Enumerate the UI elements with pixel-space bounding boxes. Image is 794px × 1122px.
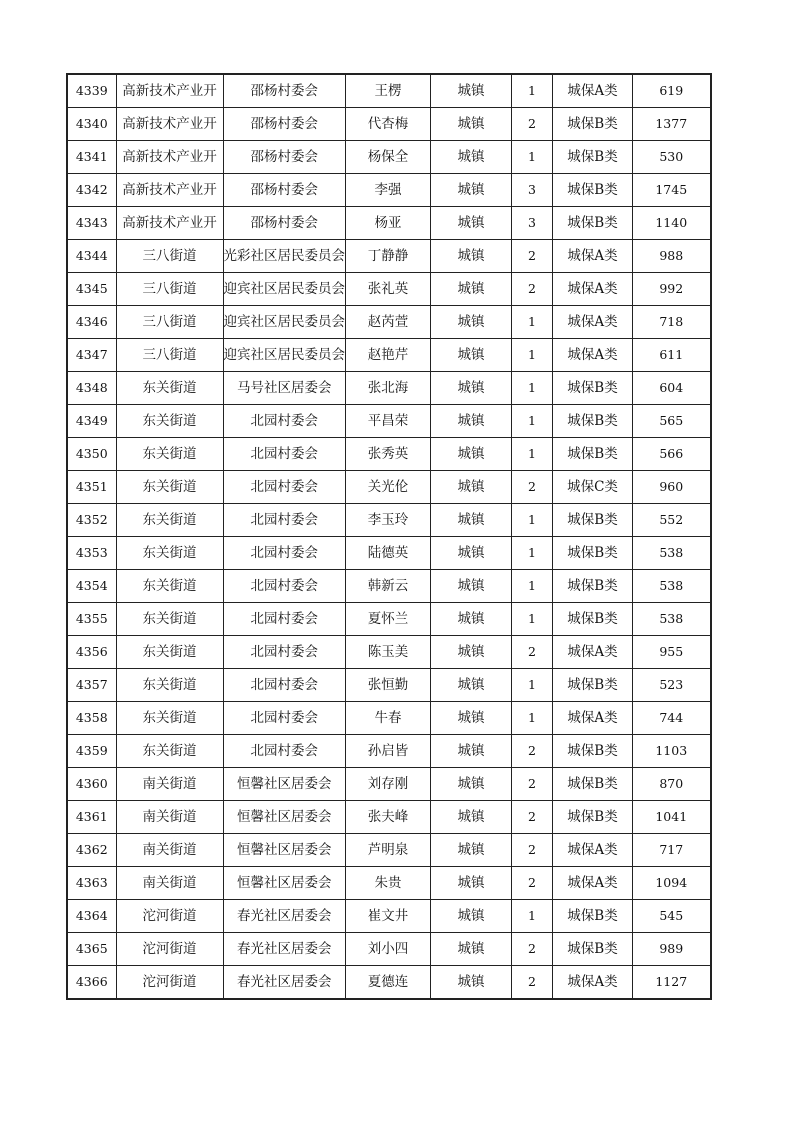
cell-id: 4361	[67, 801, 116, 834]
cell-area: 城镇	[431, 240, 512, 273]
cell-count: 2	[512, 636, 553, 669]
cell-committee: 恒馨社区居委会	[223, 867, 346, 900]
cell-count: 2	[512, 273, 553, 306]
cell-name: 代杏梅	[346, 108, 431, 141]
cell-area: 城镇	[431, 768, 512, 801]
cell-count: 1	[512, 570, 553, 603]
table-row	[67, 438, 711, 471]
cell-committee: 春光社区居委会	[223, 966, 346, 1000]
cell-street: 高新技术产业开	[116, 207, 223, 240]
cell-committee: 北园村委会	[223, 603, 346, 636]
cell-name: 夏怀兰	[346, 603, 431, 636]
cell-category: 城保A类	[553, 702, 633, 735]
cell-count: 1	[512, 669, 553, 702]
cell-area: 城镇	[431, 801, 512, 834]
cell-id: 4363	[67, 867, 116, 900]
cell-id: 4342	[67, 174, 116, 207]
cell-id: 4341	[67, 141, 116, 174]
cell-count: 1	[512, 141, 553, 174]
cell-committee: 邵杨村委会	[223, 141, 346, 174]
cell-committee: 北园村委会	[223, 570, 346, 603]
cell-amount: 1377	[633, 108, 711, 141]
cell-category: 城保B类	[553, 372, 633, 405]
cell-category: 城保A类	[553, 273, 633, 306]
cell-name: 芦明泉	[346, 834, 431, 867]
cell-id: 4339	[67, 74, 116, 108]
cell-name: 刘小四	[346, 933, 431, 966]
cell-count: 1	[512, 537, 553, 570]
cell-id: 4364	[67, 900, 116, 933]
cell-committee: 北园村委会	[223, 438, 346, 471]
cell-amount: 565	[633, 405, 711, 438]
cell-area: 城镇	[431, 74, 512, 108]
cell-name: 王楞	[346, 74, 431, 108]
cell-id: 4356	[67, 636, 116, 669]
cell-id: 4346	[67, 306, 116, 339]
cell-street: 沱河街道	[116, 900, 223, 933]
cell-amount: 1103	[633, 735, 711, 768]
cell-amount: 523	[633, 669, 711, 702]
cell-count: 2	[512, 240, 553, 273]
cell-committee: 北园村委会	[223, 537, 346, 570]
cell-category: 城保B类	[553, 108, 633, 141]
cell-id: 4365	[67, 933, 116, 966]
cell-count: 1	[512, 339, 553, 372]
cell-category: 城保B类	[553, 174, 633, 207]
cell-category: 城保B类	[553, 570, 633, 603]
cell-name: 崔文井	[346, 900, 431, 933]
cell-category: 城保B类	[553, 801, 633, 834]
cell-category: 城保B类	[553, 207, 633, 240]
cell-count: 2	[512, 966, 553, 1000]
cell-count: 2	[512, 471, 553, 504]
cell-committee: 北园村委会	[223, 471, 346, 504]
table-row	[67, 108, 711, 141]
cell-amount: 545	[633, 900, 711, 933]
cell-amount: 960	[633, 471, 711, 504]
cell-street: 东关街道	[116, 570, 223, 603]
cell-committee: 邵杨村委会	[223, 174, 346, 207]
cell-area: 城镇	[431, 174, 512, 207]
cell-street: 东关街道	[116, 603, 223, 636]
cell-street: 高新技术产业开	[116, 174, 223, 207]
cell-name: 平昌荣	[346, 405, 431, 438]
cell-street: 三八街道	[116, 240, 223, 273]
cell-area: 城镇	[431, 306, 512, 339]
cell-committee: 春光社区居委会	[223, 933, 346, 966]
table-row	[67, 570, 711, 603]
cell-category: 城保B类	[553, 405, 633, 438]
cell-count: 1	[512, 504, 553, 537]
table-row	[67, 834, 711, 867]
cell-committee: 北园村委会	[223, 669, 346, 702]
cell-name: 杨亚	[346, 207, 431, 240]
cell-committee: 北园村委会	[223, 636, 346, 669]
table-row	[67, 339, 711, 372]
cell-category: 城保A类	[553, 636, 633, 669]
cell-name: 陆德英	[346, 537, 431, 570]
cell-amount: 1745	[633, 174, 711, 207]
cell-street: 三八街道	[116, 306, 223, 339]
cell-count: 3	[512, 174, 553, 207]
cell-street: 东关街道	[116, 636, 223, 669]
cell-id: 4353	[67, 537, 116, 570]
table-row	[67, 669, 711, 702]
cell-amount: 992	[633, 273, 711, 306]
cell-street: 东关街道	[116, 372, 223, 405]
cell-id: 4366	[67, 966, 116, 1000]
cell-count: 2	[512, 834, 553, 867]
cell-id: 4344	[67, 240, 116, 273]
cell-id: 4349	[67, 405, 116, 438]
cell-category: 城保B类	[553, 603, 633, 636]
cell-street: 三八街道	[116, 273, 223, 306]
cell-street: 高新技术产业开	[116, 108, 223, 141]
table-row	[67, 735, 711, 768]
cell-count: 2	[512, 867, 553, 900]
cell-name: 李玉玲	[346, 504, 431, 537]
cell-name: 陈玉美	[346, 636, 431, 669]
cell-committee: 恒馨社区居委会	[223, 834, 346, 867]
cell-category: 城保A类	[553, 306, 633, 339]
cell-area: 城镇	[431, 405, 512, 438]
table-row	[67, 768, 711, 801]
cell-street: 南关街道	[116, 867, 223, 900]
cell-category: 城保A类	[553, 339, 633, 372]
cell-area: 城镇	[431, 636, 512, 669]
table-body	[67, 74, 711, 999]
cell-street: 东关街道	[116, 669, 223, 702]
cell-committee: 北园村委会	[223, 735, 346, 768]
cell-area: 城镇	[431, 141, 512, 174]
cell-area: 城镇	[431, 207, 512, 240]
cell-area: 城镇	[431, 471, 512, 504]
cell-committee: 迎宾社区居民委员会	[223, 339, 346, 372]
cell-area: 城镇	[431, 339, 512, 372]
cell-street: 三八街道	[116, 339, 223, 372]
cell-street: 东关街道	[116, 537, 223, 570]
cell-id: 4359	[67, 735, 116, 768]
table-row	[67, 867, 711, 900]
table-row	[67, 966, 711, 1000]
cell-name: 张夫峰	[346, 801, 431, 834]
table-row	[67, 504, 711, 537]
cell-category: 城保B类	[553, 141, 633, 174]
cell-committee: 北园村委会	[223, 702, 346, 735]
cell-area: 城镇	[431, 603, 512, 636]
cell-amount: 566	[633, 438, 711, 471]
cell-street: 东关街道	[116, 438, 223, 471]
cell-name: 赵艳芹	[346, 339, 431, 372]
cell-amount: 538	[633, 537, 711, 570]
cell-street: 东关街道	[116, 702, 223, 735]
cell-area: 城镇	[431, 966, 512, 1000]
cell-category: 城保B类	[553, 900, 633, 933]
cell-id: 4362	[67, 834, 116, 867]
table-row	[67, 537, 711, 570]
cell-amount: 955	[633, 636, 711, 669]
cell-category: 城保C类	[553, 471, 633, 504]
cell-count: 2	[512, 768, 553, 801]
cell-amount: 538	[633, 570, 711, 603]
cell-name: 张秀英	[346, 438, 431, 471]
table-row	[67, 933, 711, 966]
cell-name: 丁静静	[346, 240, 431, 273]
cell-committee: 迎宾社区居民委员会	[223, 273, 346, 306]
cell-amount: 619	[633, 74, 711, 108]
cell-street: 沱河街道	[116, 933, 223, 966]
cell-street: 东关街道	[116, 405, 223, 438]
cell-category: 城保B类	[553, 438, 633, 471]
cell-count: 2	[512, 735, 553, 768]
table-row	[67, 471, 711, 504]
cell-id: 4345	[67, 273, 116, 306]
table-row	[67, 74, 711, 108]
cell-area: 城镇	[431, 537, 512, 570]
cell-amount: 552	[633, 504, 711, 537]
table-row	[67, 603, 711, 636]
cell-category: 城保B类	[553, 768, 633, 801]
cell-committee: 北园村委会	[223, 405, 346, 438]
cell-amount: 611	[633, 339, 711, 372]
cell-area: 城镇	[431, 735, 512, 768]
cell-area: 城镇	[431, 504, 512, 537]
cell-committee: 恒馨社区居委会	[223, 801, 346, 834]
cell-name: 张礼英	[346, 273, 431, 306]
table-row	[67, 801, 711, 834]
cell-name: 孙启皆	[346, 735, 431, 768]
cell-street: 南关街道	[116, 834, 223, 867]
cell-street: 沱河街道	[116, 966, 223, 1000]
table-row	[67, 273, 711, 306]
cell-category: 城保A类	[553, 867, 633, 900]
cell-amount: 530	[633, 141, 711, 174]
cell-name: 赵芮萱	[346, 306, 431, 339]
cell-amount: 538	[633, 603, 711, 636]
cell-area: 城镇	[431, 867, 512, 900]
cell-count: 3	[512, 207, 553, 240]
cell-name: 杨保全	[346, 141, 431, 174]
cell-id: 4352	[67, 504, 116, 537]
cell-category: 城保A类	[553, 240, 633, 273]
cell-area: 城镇	[431, 372, 512, 405]
cell-amount: 988	[633, 240, 711, 273]
cell-id: 4348	[67, 372, 116, 405]
cell-area: 城镇	[431, 438, 512, 471]
cell-count: 2	[512, 108, 553, 141]
cell-count: 1	[512, 438, 553, 471]
cell-amount: 718	[633, 306, 711, 339]
cell-amount: 1041	[633, 801, 711, 834]
cell-category: 城保A类	[553, 74, 633, 108]
cell-id: 4347	[67, 339, 116, 372]
cell-committee: 迎宾社区居民委员会	[223, 306, 346, 339]
data-table	[66, 73, 712, 1000]
cell-id: 4343	[67, 207, 116, 240]
cell-name: 李强	[346, 174, 431, 207]
cell-area: 城镇	[431, 834, 512, 867]
cell-category: 城保A类	[553, 834, 633, 867]
cell-committee: 马号社区居委会	[223, 372, 346, 405]
cell-count: 1	[512, 603, 553, 636]
cell-street: 高新技术产业开	[116, 141, 223, 174]
cell-street: 东关街道	[116, 471, 223, 504]
cell-amount: 744	[633, 702, 711, 735]
cell-street: 东关街道	[116, 504, 223, 537]
cell-area: 城镇	[431, 273, 512, 306]
cell-count: 1	[512, 74, 553, 108]
cell-id: 4355	[67, 603, 116, 636]
cell-area: 城镇	[431, 933, 512, 966]
cell-committee: 光彩社区居民委员会	[223, 240, 346, 273]
cell-amount: 870	[633, 768, 711, 801]
table-row	[67, 306, 711, 339]
cell-name: 刘存刚	[346, 768, 431, 801]
cell-street: 东关街道	[116, 735, 223, 768]
cell-committee: 邵杨村委会	[223, 108, 346, 141]
cell-category: 城保B类	[553, 537, 633, 570]
cell-amount: 604	[633, 372, 711, 405]
cell-name: 张北海	[346, 372, 431, 405]
cell-count: 1	[512, 702, 553, 735]
table-row	[67, 636, 711, 669]
cell-name: 夏德连	[346, 966, 431, 1000]
cell-id: 4350	[67, 438, 116, 471]
cell-committee: 邵杨村委会	[223, 207, 346, 240]
cell-count: 1	[512, 306, 553, 339]
cell-id: 4354	[67, 570, 116, 603]
cell-count: 1	[512, 900, 553, 933]
cell-committee: 北园村委会	[223, 504, 346, 537]
cell-id: 4351	[67, 471, 116, 504]
cell-name: 朱贵	[346, 867, 431, 900]
table-row	[67, 207, 711, 240]
cell-street: 南关街道	[116, 801, 223, 834]
cell-id: 4360	[67, 768, 116, 801]
cell-id: 4358	[67, 702, 116, 735]
table-row	[67, 240, 711, 273]
cell-id: 4357	[67, 669, 116, 702]
cell-committee: 恒馨社区居委会	[223, 768, 346, 801]
cell-area: 城镇	[431, 570, 512, 603]
cell-amount: 1094	[633, 867, 711, 900]
cell-amount: 717	[633, 834, 711, 867]
cell-area: 城镇	[431, 669, 512, 702]
cell-category: 城保B类	[553, 933, 633, 966]
table-row	[67, 900, 711, 933]
cell-category: 城保B类	[553, 735, 633, 768]
table-row	[67, 372, 711, 405]
cell-name: 牛春	[346, 702, 431, 735]
cell-name: 韩新云	[346, 570, 431, 603]
cell-category: 城保B类	[553, 504, 633, 537]
cell-amount: 989	[633, 933, 711, 966]
cell-category: 城保A类	[553, 966, 633, 1000]
cell-id: 4340	[67, 108, 116, 141]
cell-area: 城镇	[431, 108, 512, 141]
cell-committee: 邵杨村委会	[223, 74, 346, 108]
table-row	[67, 141, 711, 174]
cell-area: 城镇	[431, 702, 512, 735]
cell-count: 1	[512, 372, 553, 405]
cell-count: 1	[512, 405, 553, 438]
cell-name: 张恒勤	[346, 669, 431, 702]
table-row	[67, 174, 711, 207]
cell-amount: 1140	[633, 207, 711, 240]
cell-count: 2	[512, 933, 553, 966]
cell-name: 关光伦	[346, 471, 431, 504]
cell-area: 城镇	[431, 900, 512, 933]
table-row	[67, 702, 711, 735]
cell-street: 南关街道	[116, 768, 223, 801]
table-row	[67, 405, 711, 438]
cell-category: 城保B类	[553, 669, 633, 702]
cell-street: 高新技术产业开	[116, 74, 223, 108]
cell-amount: 1127	[633, 966, 711, 1000]
cell-committee: 春光社区居委会	[223, 900, 346, 933]
cell-count: 2	[512, 801, 553, 834]
